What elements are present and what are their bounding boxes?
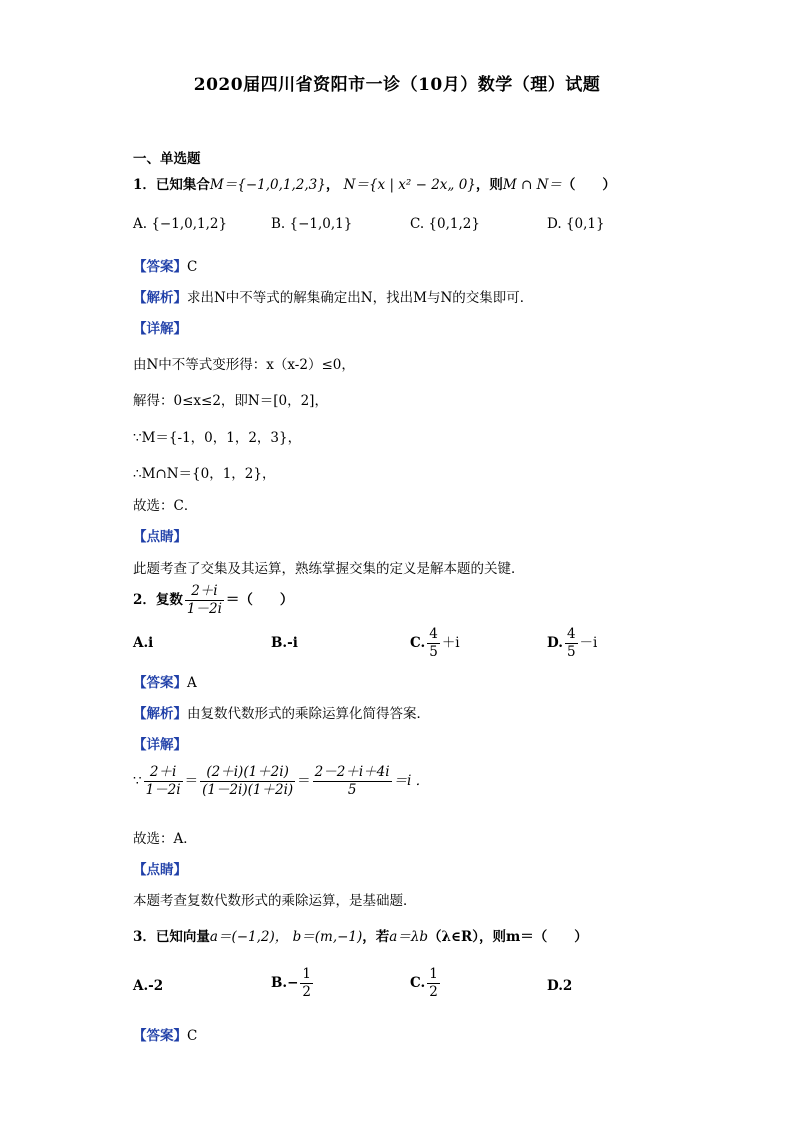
intersection-expr: M ∩ N＝	[502, 177, 562, 193]
solution-step: ∴M∩N＝{0，1，2}，	[133, 466, 276, 482]
calculation: ∵ $\frac{2+i}{1-2i}$ ＝ $\frac{(2+i)(1+2i)}{(1-2i)(1+2i)}$ ＝ $\frac{2-2+i+4i}{5}$ ＝i ．	[133, 764, 430, 798]
analysis-line: 【解析】求出N中不等式的解集确定出N，找出M与N的交集即可．	[133, 290, 534, 306]
section-heading: 一、单选题	[133, 151, 201, 167]
conclusion: 故选：A．	[133, 831, 197, 847]
option-b: B.-i	[271, 635, 298, 651]
comment-text: 本题考查复数代数形式的乘除运算，是基础题．	[133, 893, 417, 909]
option-d: D.2	[547, 978, 573, 994]
option-b: B. {−1,0,1}	[271, 216, 353, 232]
option-c: C. $\frac{4}{5}$ ＋i	[410, 626, 460, 660]
comment-text: 此题考查了交集及其运算，熟练掌握交集的定义是解本题的关键．	[133, 561, 525, 577]
vector-b: b	[292, 929, 302, 945]
detail-tag: 【详解】	[133, 321, 187, 337]
detail-tag: 【详解】	[133, 737, 187, 753]
analysis-line: 【解析】由复数代数形式的乘除运算化简得答案．	[133, 706, 430, 722]
option-d: D. $\frac{4}{5}$ －i	[547, 626, 598, 660]
solution-step: ∵M＝{-1，0，1，2，3}，	[133, 430, 302, 446]
option-d: D. {0,1}	[547, 216, 605, 232]
answer-value: C	[187, 1028, 198, 1044]
answer-value: A	[187, 675, 197, 691]
vector-a: a	[209, 929, 218, 945]
complex-fraction: $\frac{2+i}{1-2i}$	[186, 583, 222, 617]
page-title: 2020届四川省资阳市一诊（10月）数学（理）试题	[193, 75, 601, 95]
answer-line: 【答案】A	[133, 675, 197, 691]
answer-line	[133, 255, 197, 275]
solution-step: 由N中不等式变形得：x（x-2）≤0，	[133, 357, 355, 373]
question-1-stem: 1．已知集合M＝{−1,0,1,2,3}， N＝{x | x² − 2x„ 0}，则M ∩ N＝（ ）	[133, 177, 616, 193]
solution-step: 故选：C．	[133, 498, 198, 514]
comment-tag: 【点睛】	[133, 862, 187, 878]
set-m: M＝{−1,0,1,2,3}	[209, 177, 326, 193]
option-b: B.− $\frac{1}{2}$	[271, 966, 312, 1000]
option-a: A. {−1,0,1,2}	[133, 216, 228, 232]
answer-value: C	[187, 259, 198, 275]
question-3-stem: 3．已知向量a＝(−1,2)， b＝(m,−1)，若a＝λb（λ∈R），则m＝（ ）	[133, 929, 588, 945]
option-a: A.i	[133, 635, 154, 651]
option-c: C. $\frac{1}{2}$	[410, 966, 438, 1000]
option-c: C. {0,1,2}	[410, 216, 480, 232]
solution-step: 解得：0≤x≤2，即N＝[0，2]，	[133, 393, 328, 409]
answer-line: 【答案】C	[133, 1028, 198, 1044]
set-n: N＝{x | x² − 2x„ 0}	[343, 177, 476, 193]
option-a: A.-2	[133, 978, 164, 994]
comment-tag: 【点睛】	[133, 529, 187, 545]
answer-tag: 【答案】	[133, 259, 187, 275]
question-2-stem: 2．复数 $\frac{2+i}{1-2i}$ ＝（ ）	[133, 583, 294, 617]
